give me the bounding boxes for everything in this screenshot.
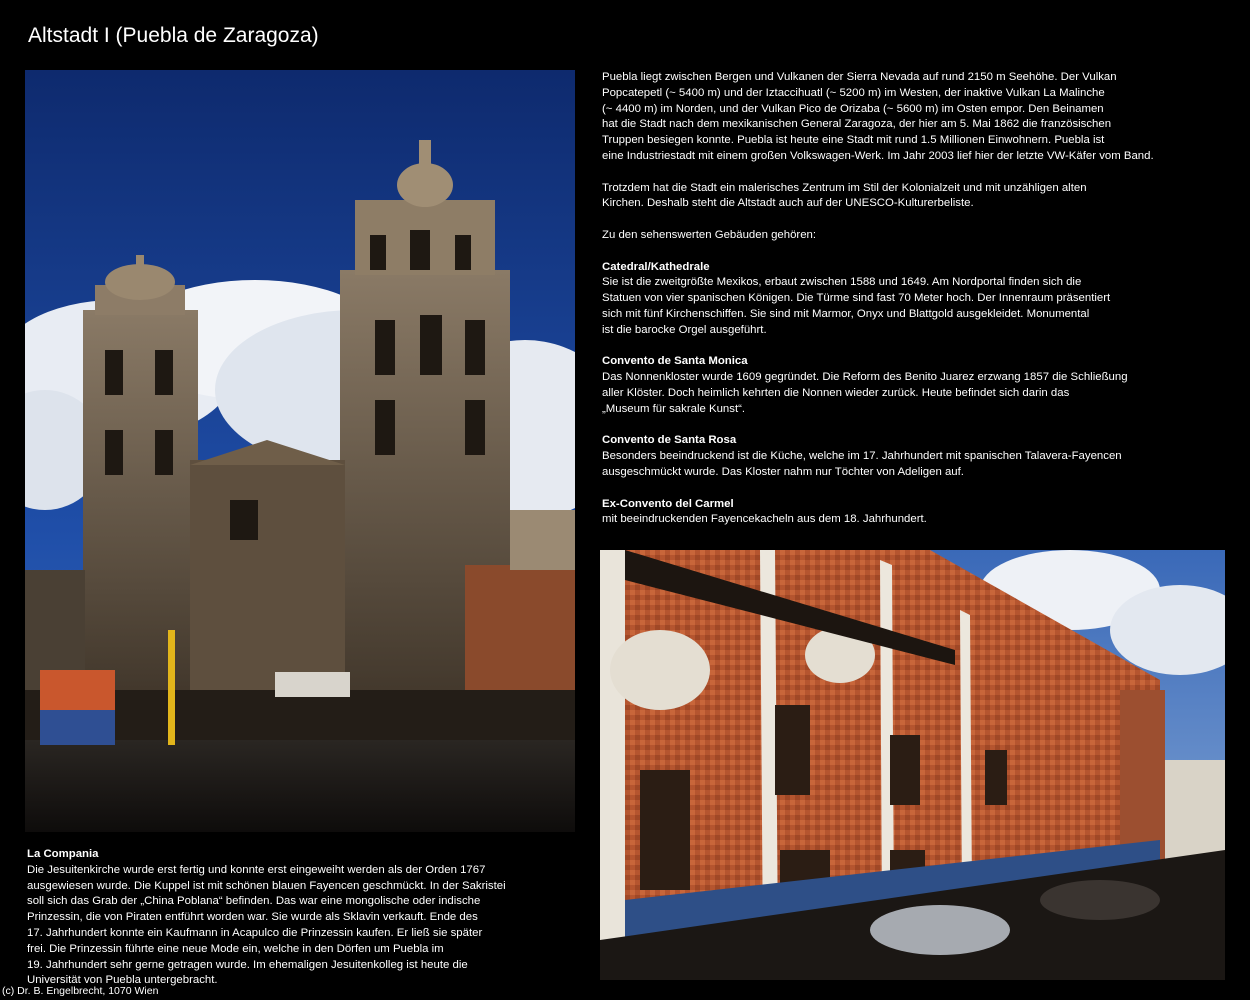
compania-text	[27, 847, 567, 989]
compania-line: 17. Jahrhundert konnte ein Kaufmann in Acapulco die Prinzessin kaufen. Er ließ sie später	[27, 926, 483, 939]
section-line: „Museum für sakrale Kunst“.	[602, 402, 746, 415]
intro-p1-line: eine Industriestadt mit einem großen Volkswagen-Werk. Im Jahr 2003 lief hier der letzte VW-Käfer vom Band.	[602, 149, 1154, 162]
intro-p3: Zu den sehenswerten Gebäuden gehören:	[602, 228, 817, 241]
section-line: mit beeindruckenden Fayencekacheln aus dem 18. Jahrhundert.	[602, 513, 927, 526]
compania-line: frei. Die Prinzessin führte eine neue Mode ein, welche in den Dörfen um Puebla im	[27, 942, 444, 955]
page-title: Altstadt I (Puebla de Zaragoza)	[28, 24, 319, 47]
compania-line: Universität von Puebla untergebracht.	[27, 974, 218, 987]
intro-p1-line: hat die Stadt nach dem mexikanischen General Zaragoza, der hier am 5. Mai 1862 die französischen	[602, 118, 1112, 131]
intro-p1-line: Popcatepetl (~ 5400 m) und der Iztaccihuatl (~ 5200 m) im Westen, der inaktive Vulkan La Malinche	[602, 86, 1105, 99]
section-line: ausgeschmückt wurde. Das Kloster nahm nur Töchter von Adeligen auf.	[602, 465, 964, 478]
section-heading-compania: La Compania	[27, 848, 99, 860]
section-heading-santa-rosa: Convento de Santa Rosa	[602, 434, 737, 447]
colonial-street-photo-graphic	[600, 550, 1225, 980]
intro-text	[602, 70, 1232, 528]
compania-line: Die Jesuitenkirche wurde erst fertig und konnte erst eingeweiht werden als der Orden 1767	[27, 863, 486, 876]
cathedral-photo-graphic	[25, 70, 575, 832]
section-line: Das Nonnenkloster wurde 1609 gegründet. Die Reform des Benito Juarez erzwang 1857 die Schließung	[602, 371, 1128, 384]
section-line: aller Klöster. Doch heimlich kehrten die Nonnen wieder zurück. Heute befindet sich darin das	[602, 386, 1070, 399]
intro-p1-line: Truppen besiegen konnte. Puebla ist heute eine Stadt mit rund 1.5 Millionen Einwohnern. Puebla ist	[602, 134, 1105, 147]
section-heading-carmel: Ex-Convento del Carmel	[602, 497, 734, 510]
cathedral-photo	[25, 70, 575, 832]
intro-p2-line: Kirchen. Deshalb steht die Altstadt auch auf der UNESCO-Kulturerbeliste.	[602, 197, 974, 210]
section-line: ist die barocke Orgel ausgeführt.	[602, 323, 767, 336]
intro-p2-line: Trotzdem hat die Stadt ein malerisches Zentrum im Stil der Kolonialzeit und mit unzähligen alten	[602, 181, 1087, 194]
section-line: Besonders beeindruckend ist die Küche, welche im 17. Jahrhundert mit spanischen Talavera-Fayencen	[602, 450, 1122, 463]
intro-p1-line: Puebla liegt zwischen Bergen und Vulkanen der Sierra Nevada auf rund 2150 m Seehöhe. Der Vulkan	[602, 71, 1117, 83]
section-line: sich mit fünf Kirchenschiffen. Sie sind mit Marmor, Onyx und Blattgold ausgekleidet. Monumental	[602, 307, 1090, 320]
section-heading-catedral: Catedral/Kathedrale	[602, 260, 710, 273]
section-line: Sie ist die zweitgrößte Mexikos, erbaut zwischen 1588 und 1649. Am Nordportal finden sich die	[602, 276, 1082, 289]
compania-line: 19. Jahrhundert sehr gerne getragen wurde. Im ehemaligen Jesuitenkolleg ist heute die	[27, 958, 468, 971]
intro-p1-line: (~ 4400 m) im Norden, und der Vulkan Pico de Orizaba (~ 5600 m) im Osten empor. Den Beinamen	[602, 102, 1104, 115]
colonial-street-photo	[600, 550, 1225, 980]
section-heading-santa-monica: Convento de Santa Monica	[602, 355, 748, 368]
compania-line: ausgewiesen wurde. Die Kuppel ist mit schönen blauen Fayencen geschmückt. In der Sakristei	[27, 879, 506, 892]
compania-line: soll sich das Grab der „China Poblana“ befinden. Das war eine mongolische oder indische	[27, 895, 481, 908]
copyright-footer: (c) Dr. B. Engelbrecht, 1070 Wien	[2, 985, 159, 997]
section-line: Statuen von vier spanischen Königen. Die Türme sind fast 70 Meter hoch. Der Innenraum präsentiert	[602, 292, 1111, 305]
compania-line: Prinzessin, die von Piraten entführt worden war. Sie wurde als Sklavin verkauft. Ende des	[27, 911, 478, 924]
